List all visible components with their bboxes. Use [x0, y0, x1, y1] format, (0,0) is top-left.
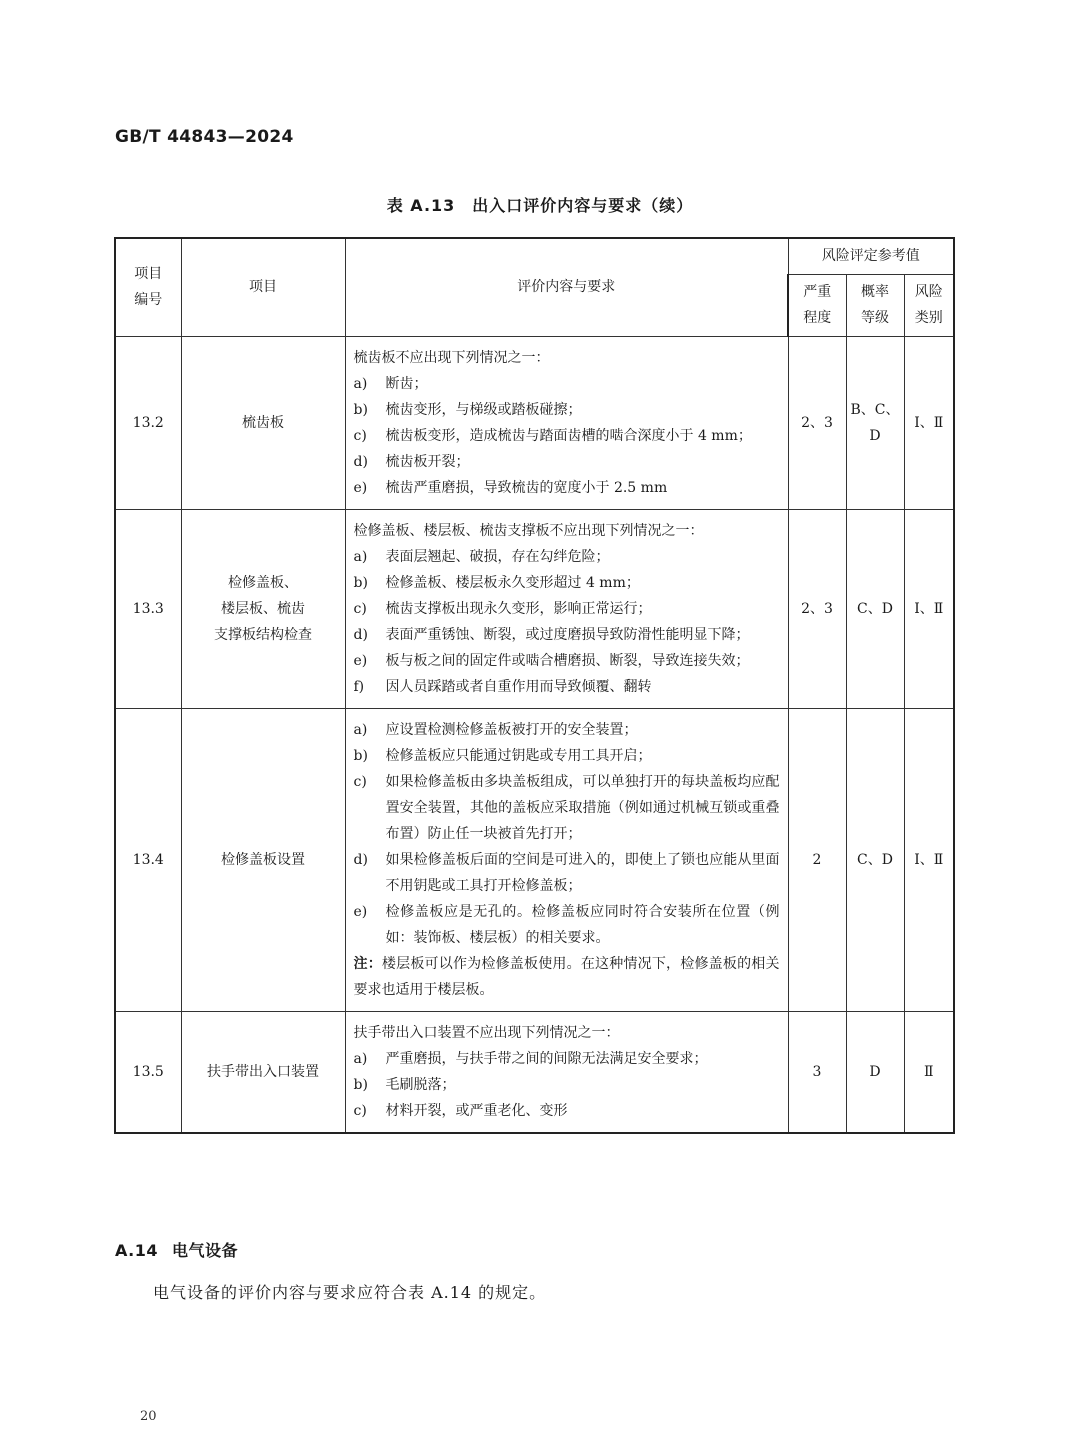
content-line-label: e): [353, 903, 368, 920]
row-risk-type: Ⅰ、Ⅱ: [904, 708, 954, 1011]
content-line-label: d): [353, 626, 368, 643]
row-probability: C、D: [846, 708, 904, 1011]
row-item-name: 检修盖板设置: [181, 708, 345, 1011]
row-probability: B、C、D: [846, 336, 904, 509]
note-label: 注：: [353, 955, 382, 972]
content-line-text: 断齿；: [385, 375, 428, 392]
content-line-text: 材料开裂，或严重老化、变形: [385, 1102, 568, 1119]
content-line-label: e): [353, 652, 368, 669]
content-line-label: c): [353, 600, 367, 617]
content-line: [354, 717, 780, 743]
content-line-text: 梳齿支撑板出现永久变形，影响正常运行；: [385, 600, 652, 617]
row-item-no: 13.3: [115, 509, 181, 708]
content-line-text: 如果检修盖板后面的空间是可进入的，即使上了锁也应能从里面不用钥匙或工具打开检修盖板；: [385, 851, 780, 894]
content-line-text: 表面严重锈蚀、断裂，或过度磨损导致防滑性能明显下降；: [385, 626, 750, 643]
content-line: [354, 544, 780, 570]
content-line-text: 严重磨损，与扶手带之间的间隙无法满足安全要求；: [385, 1050, 708, 1067]
header-probability: 概率 等级: [846, 274, 904, 336]
content-line-label: b): [353, 401, 368, 418]
content-line-label: a): [353, 1050, 368, 1067]
content-line-text: 毛刷脱落；: [385, 1076, 456, 1093]
content-line: [354, 1098, 780, 1124]
row-item-name: 梳齿板: [181, 336, 345, 509]
content-line-label: f): [353, 678, 365, 695]
content-intro: 梳齿板不应出现下列情况之一：: [353, 349, 550, 366]
standard-code: GB/T 44843—2024: [115, 127, 294, 147]
content-line-label: a): [353, 375, 368, 392]
content-line: [354, 423, 780, 449]
table-title: 表 A.13 出入口评价内容与要求（续）: [386, 196, 694, 215]
row-content: [345, 1011, 788, 1133]
content-note: [354, 951, 780, 1003]
row-item-no: 13.5: [115, 1011, 181, 1133]
content-line-label: c): [353, 1102, 367, 1119]
content-line-text: 梳齿变形，与梯级或踏板碰擦；: [385, 401, 582, 418]
row-content: [345, 509, 788, 708]
content-line-text: 梳齿板开裂；: [385, 453, 470, 470]
content-line-label: e): [353, 479, 368, 496]
content-line-text: 检修盖板应是无孔的。检修盖板应同时符合安装所在位置（例如：装饰板、楼层板）的相关要求。: [385, 903, 780, 946]
section-body: 电气设备的评价内容与要求应符合表 A.14 的规定。: [153, 1283, 547, 1302]
content-line-label: c): [353, 427, 367, 444]
row-content: [345, 708, 788, 1011]
content-line-text: 因人员踩踏或者自重作用而导致倾覆、翻转: [385, 678, 652, 695]
content-line-label: d): [353, 453, 368, 470]
content-line-text: 检修盖板应只能通过钥匙或专用工具开启；: [385, 747, 652, 764]
content-line-text: 板与板之间的固定件或啮合槽磨损、断裂，导致连接失效；: [385, 652, 750, 669]
row-item-name: 扶手带出入口装置: [181, 1011, 345, 1133]
section-title: 电气设备: [172, 1241, 239, 1260]
row-severity: 2、3: [788, 509, 846, 708]
content-line: [354, 847, 780, 899]
table-row: [115, 1011, 954, 1133]
content-line: [354, 570, 780, 596]
content-line: [354, 475, 780, 501]
header-risk-group: 风险评定参考值: [788, 238, 954, 274]
content-line: [354, 648, 780, 674]
content-line-text: 如果检修盖板由多块盖板组成，可以单独打开的每块盖板均应配置安全装置，其他的盖板应采取措施（例如通过机械互锁或重叠布置）防止任一块被首先打开；: [385, 773, 780, 842]
content-line-text: 检修盖板、楼层板永久变形超过 4 mm；: [385, 574, 640, 591]
content-line-text: 梳齿板变形，造成梳齿与踏面齿槽的啮合深度小于 4 mm；: [385, 427, 752, 444]
content-line: [354, 596, 780, 622]
header-risk-type: 风险 类别: [904, 274, 954, 336]
content-line: [354, 397, 780, 423]
row-probability: D: [846, 1011, 904, 1133]
content-line-label: a): [353, 548, 368, 565]
content-line-text: 梳齿严重磨损，导致梳齿的宽度小于 2.5 mm: [385, 479, 668, 496]
header-severity: 严重 程度: [788, 274, 846, 336]
section-number: A.14: [115, 1241, 159, 1260]
content-line-label: b): [353, 574, 368, 591]
header-item-no: 项目 编号: [115, 238, 181, 336]
section-heading: [115, 1238, 238, 1261]
content-line-label: b): [353, 1076, 368, 1093]
table-row: [115, 509, 954, 708]
row-probability: C、D: [846, 509, 904, 708]
content-line-label: d): [353, 851, 368, 868]
content-line-label: c): [353, 773, 367, 790]
content-line: [354, 674, 780, 700]
page-number: 20: [140, 1409, 157, 1424]
evaluation-table: [114, 237, 955, 1134]
header-content: 评价内容与要求: [345, 238, 788, 336]
row-item-name: 检修盖板、 楼层板、梳齿 支撑板结构检查: [181, 509, 345, 708]
content-line: [354, 371, 780, 397]
content-line: [354, 743, 780, 769]
row-risk-type: Ⅰ、Ⅱ: [904, 336, 954, 509]
content-line: [354, 769, 780, 847]
content-intro: 扶手带出入口装置不应出现下列情况之一：: [353, 1024, 620, 1041]
content-line: [354, 449, 780, 475]
row-severity: 3: [788, 1011, 846, 1133]
content-line: [354, 1072, 780, 1098]
row-severity: 2、3: [788, 336, 846, 509]
table-row: [115, 336, 954, 509]
row-item-no: 13.4: [115, 708, 181, 1011]
content-intro: 检修盖板、楼层板、梳齿支撑板不应出现下列情况之一：: [353, 522, 704, 539]
row-content: [345, 336, 788, 509]
row-risk-type: Ⅰ、Ⅱ: [904, 509, 954, 708]
row-item-no: 13.2: [115, 336, 181, 509]
row-risk-type: Ⅱ: [904, 1011, 954, 1133]
content-line-text: 应设置检测检修盖板被打开的安全装置；: [385, 721, 638, 738]
content-line-label: b): [353, 747, 368, 764]
row-severity: 2: [788, 708, 846, 1011]
content-line: [354, 1046, 780, 1072]
content-line-label: a): [353, 721, 368, 738]
content-line-text: 表面层翘起、破损，存在勾绊危险；: [385, 548, 610, 565]
note-text: 楼层板可以作为检修盖板使用。在这种情况下，检修盖板的相关要求也适用于楼层板。: [353, 955, 780, 998]
content-line: [354, 622, 780, 648]
header-item: 项目: [181, 238, 345, 336]
table-row: [115, 708, 954, 1011]
content-line: [354, 899, 780, 951]
